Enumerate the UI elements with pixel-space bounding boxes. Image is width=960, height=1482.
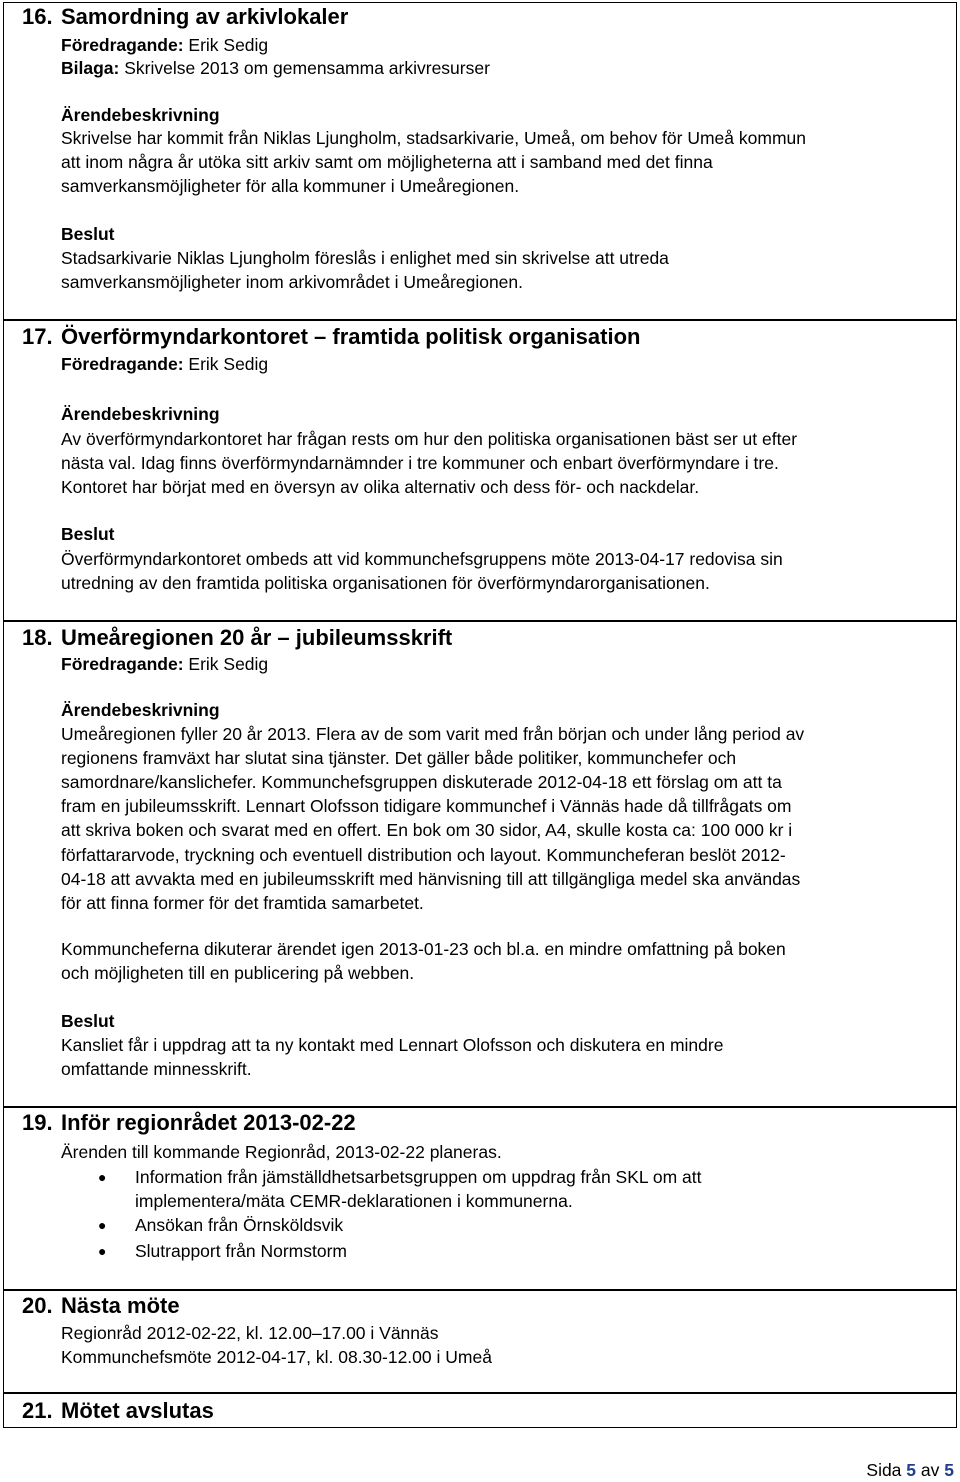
description-text: samordnare/kanslichefer. Kommunchefsgruppen diskuterade 2012-04-18 ett förslag om att ta [61, 772, 782, 792]
item-number: 21. [22, 1398, 53, 1423]
decision-text: Överförmyndarkontoret ombeds att vid kommunchefsgruppens möte 2013-04-17 redovisa sin [61, 549, 783, 569]
page-footer [866, 1458, 954, 1482]
bullet-icon: ● [98, 1169, 107, 1185]
description-text: samverkansmöjligheter för alla kommuner i Umeåregionen. [61, 176, 520, 196]
item-title: Överförmyndarkontoret – framtida politisk organisation [61, 324, 641, 349]
decision-text: utredning av den framtida politiska organisationen för överförmyndarorganisationen. [61, 573, 710, 593]
page-number: 5 [906, 1460, 917, 1480]
decision-heading: Beslut [61, 224, 115, 244]
bullet-item-continued: implementera/mäta CEMR-deklarationen i kommunerna. [135, 1191, 573, 1211]
description-text: och möjligheten till en publicering på webben. [61, 963, 415, 983]
item-number: 20. [22, 1293, 53, 1318]
description-text: att inom några år utöka sitt arkiv samt om möjligheterna att i samband med det finna [61, 152, 713, 172]
page-of-label: av [920, 1460, 940, 1480]
presenter-label: Föredragande: [61, 35, 184, 55]
presenter-line [61, 33, 268, 57]
presenter-label: Föredragande: [61, 354, 184, 374]
presenter-line [61, 652, 268, 676]
item-title: Nästa möte [61, 1293, 180, 1318]
bullet-icon: ● [98, 1217, 107, 1233]
description-text: författararvode, tryckning och eventuell distribution och layout. Kommuncheferan beslöt 2012- [61, 845, 786, 865]
meeting-line: Kommunchefsmöte 2012-04-17, kl. 08.30-12.00 i Umeå [61, 1347, 492, 1367]
description-text: regionens framväxt har slutat sina tjänster. Det gäller både politiker, kommunchefer och [61, 748, 737, 768]
decision-heading: Beslut [61, 524, 115, 544]
item-number: 19. [22, 1110, 53, 1135]
description-heading: Ärendebeskrivning [61, 700, 220, 720]
description-text: att skriva boken och svarat med en offert. En bok om 30 sidor, A4, skulle kosta ca: 100 000 kr i [61, 820, 793, 840]
bullet-item: Slutrapport från Normstorm [135, 1241, 348, 1261]
description-text: Kontoret har börjat med en översyn av olika alternativ och dess för- och nackdelar. [61, 477, 700, 497]
decision-text: omfattande minnesskrift. [61, 1059, 252, 1079]
description-text: Kommuncheferna dikuterar ärendet igen 2013-01-23 och bl.a. en mindre omfattning på boken [61, 939, 786, 959]
page-total: 5 [944, 1460, 954, 1480]
presenter-line [61, 352, 268, 376]
intro-text: Ärenden till kommande Regionråd, 2013-02-22 planeras. [61, 1142, 502, 1162]
attachment-label: Bilaga: [61, 58, 120, 78]
item-title: Mötet avslutas [61, 1398, 214, 1423]
decision-text: samverkansmöjligheter inom arkivområdet i Umeåregionen. [61, 272, 523, 292]
description-text: nästa val. Idag finns överförmyndarnämnder i tre kommuner och enbart överförmyndare i tre. [61, 453, 779, 473]
presenter-name: Erik Sedig [188, 35, 269, 55]
decision-text: Stadsarkivarie Niklas Ljungholm föreslås i enlighet med sin skrivelse att utreda [61, 248, 669, 268]
page-label: Sida [866, 1460, 902, 1480]
item-title: Samordning av arkivlokaler [61, 4, 349, 29]
bullet-item: Ansökan från Örnsköldsvik [135, 1215, 344, 1235]
description-heading: Ärendebeskrivning [61, 404, 220, 424]
attachment-line [61, 56, 490, 80]
decision-text: Kansliet får i uppdrag att ta ny kontakt med Lennart Olofsson och diskutera en mindre [61, 1035, 724, 1055]
item-number: 16. [22, 4, 53, 29]
item-number: 18. [22, 625, 53, 650]
decision-heading: Beslut [61, 1011, 115, 1031]
description-text: Skrivelse har kommit från Niklas Ljungholm, stadsarkivarie, Umeå, om behov för Umeå kommun [61, 128, 806, 148]
description-heading: Ärendebeskrivning [61, 105, 220, 125]
description-text: 04-18 att avvakta med en jubileumsskrift med hänvisning till att tillgängliga medel ska användas [61, 869, 801, 889]
attachment-name: Skrivelse 2013 om gemensamma arkivresurser [124, 58, 490, 78]
item-title: Umeåregionen 20 år – jubileumsskrift [61, 625, 453, 650]
presenter-name: Erik Sedig [188, 354, 269, 374]
description-text: fram en jubileumsskrift. Lennart Olofsson tidigare kommunchef i Vännäs hade då tillfrågats om [61, 796, 792, 816]
presenter-label: Föredragande: [61, 654, 184, 674]
item-number: 17. [22, 324, 53, 349]
item-title: Inför regionrådet 2013-02-22 [61, 1110, 356, 1135]
bullet-icon: ● [98, 1243, 107, 1259]
description-text: för att finna former för det framtida samarbetet. [61, 893, 424, 913]
description-text: Umeåregionen fyller 20 år 2013. Flera av de som varit med från början och under lång period av [61, 724, 805, 744]
presenter-name: Erik Sedig [188, 654, 269, 674]
meeting-line: Regionråd 2012-02-22, kl. 12.00–17.00 i Vännäs [61, 1323, 439, 1343]
description-text: Av överförmyndarkontoret har frågan rests om hur den politiska organisationen bäst ser ut efter [61, 429, 798, 449]
bullet-item: Information från jämställdhetsarbetsgruppen om uppdrag från SKL om att [135, 1167, 702, 1187]
